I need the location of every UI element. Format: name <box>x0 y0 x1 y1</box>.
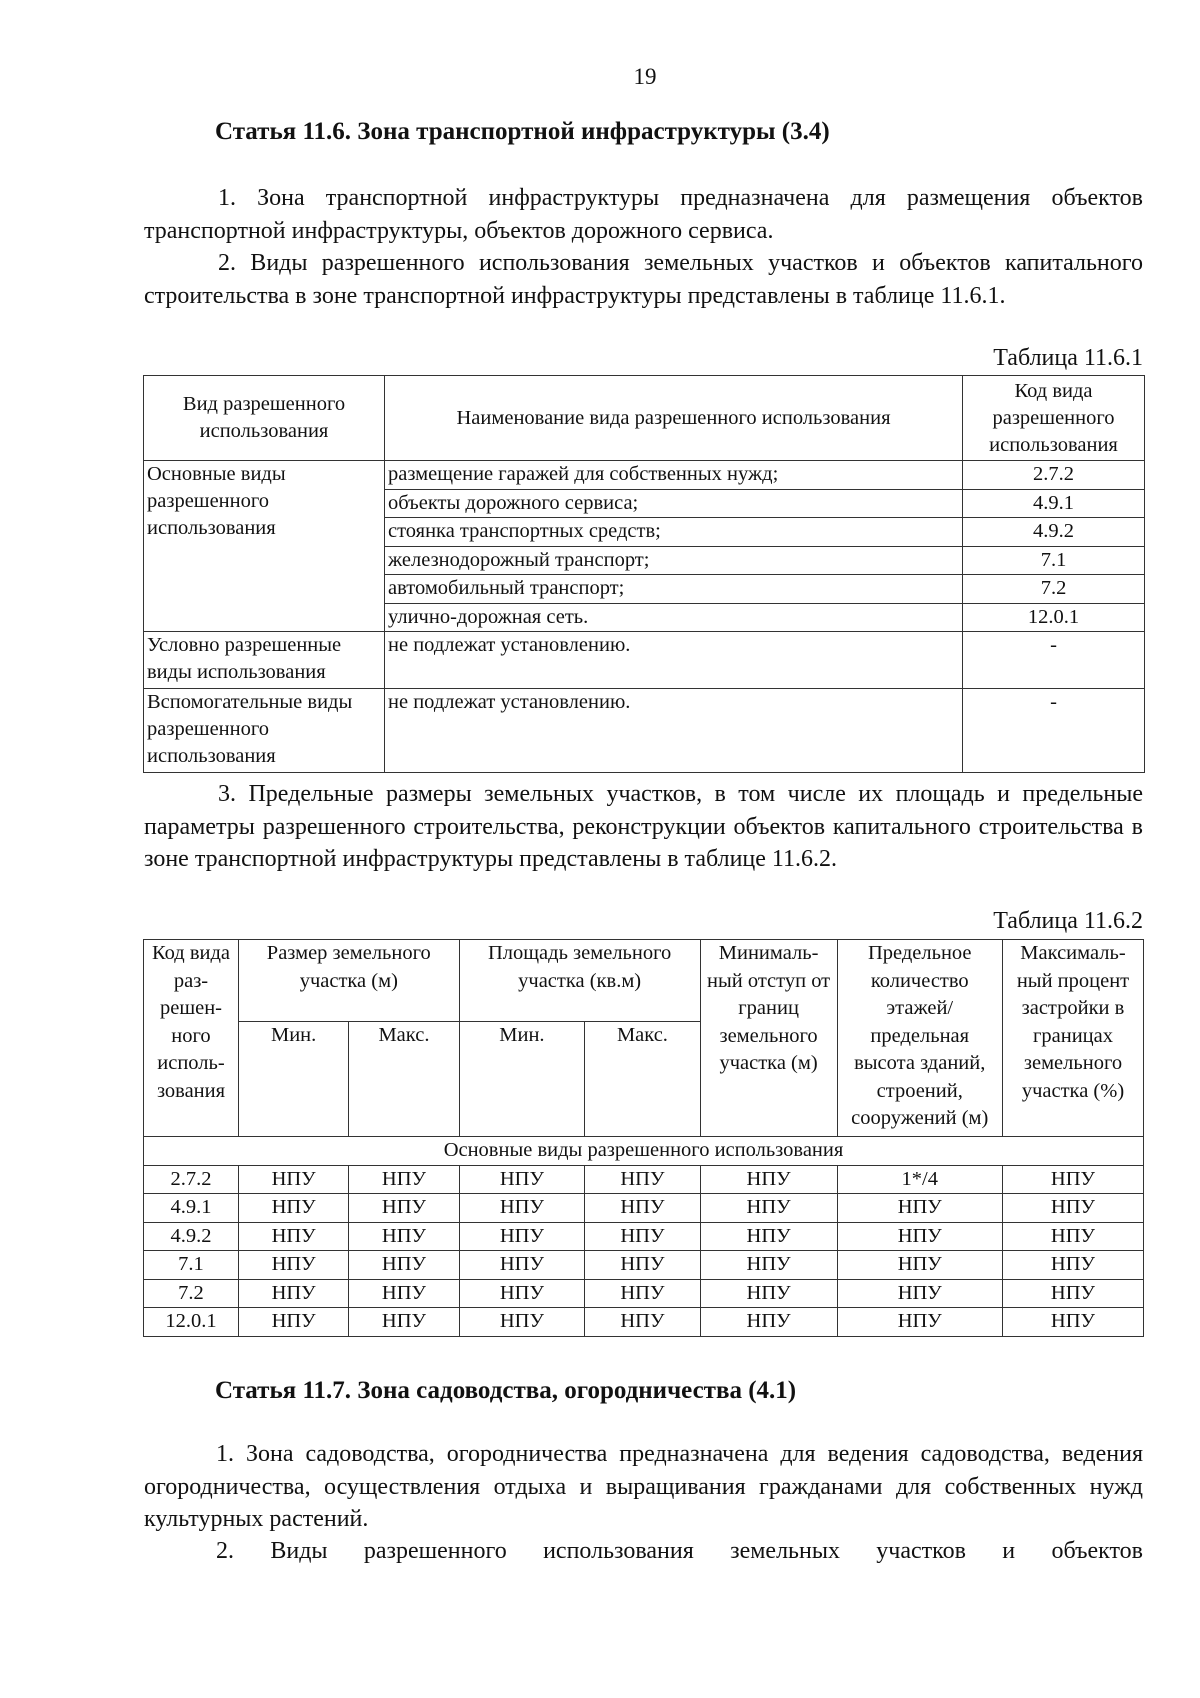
use-name: автомобильный транспорт; <box>385 575 963 604</box>
table-row <box>144 689 1145 773</box>
table-row <box>144 1165 1144 1194</box>
row-value: НПУ <box>238 1308 348 1337</box>
use-code: 12.0.1 <box>963 603 1145 632</box>
row-value: НПУ <box>585 1279 700 1308</box>
row-value: НПУ <box>700 1222 837 1251</box>
header-plot-area: Площадь земельного участка (кв.м) <box>459 940 700 1022</box>
row-value: НПУ <box>700 1308 837 1337</box>
table-caption-11-6-2: Таблица 11.6.2 <box>993 908 1143 934</box>
table-row <box>144 1251 1144 1280</box>
row-value: НПУ <box>1002 1222 1143 1251</box>
use-code: - <box>963 632 1145 689</box>
row-value: НПУ <box>700 1279 837 1308</box>
use-name: размещение гаражей для собственных нужд; <box>385 461 963 490</box>
row-value: НПУ <box>349 1251 459 1280</box>
row-value: НПУ <box>837 1251 1002 1280</box>
use-code: 7.1 <box>963 546 1145 575</box>
table-row <box>144 1279 1144 1308</box>
row-code: 4.9.2 <box>144 1222 239 1251</box>
row-value: НПУ <box>238 1165 348 1194</box>
row-value: НПУ <box>1002 1279 1143 1308</box>
table-row <box>144 632 1145 689</box>
header-size-min: Мин. <box>238 1022 348 1137</box>
use-name: железнодорожный транспорт; <box>385 546 963 575</box>
row-value: НПУ <box>349 1194 459 1223</box>
use-name: улично-дорожная сеть. <box>385 603 963 632</box>
category-auxiliary: Вспомогательные виды разрешенного использования <box>144 689 385 773</box>
use-code: 2.7.2 <box>963 461 1145 490</box>
header-use-name: Наименование вида разрешенного использования <box>385 376 963 461</box>
row-value: НПУ <box>585 1308 700 1337</box>
use-name: объекты дорожного сервиса; <box>385 489 963 518</box>
use-code: - <box>963 689 1145 773</box>
row-value: НПУ <box>238 1251 348 1280</box>
paragraph-11-6-3: 3. Предельные размеры земельных участков, в том числе их площадь и предельные параметры разрешенного строительства, реконструкции объектов капитального строительства в зоне транспортной инфраструктуры представлены в таблице 11.6.2. <box>144 781 1143 872</box>
row-value: НПУ <box>459 1279 585 1308</box>
row-value: НПУ <box>1002 1308 1143 1337</box>
table-row <box>144 1194 1144 1223</box>
table-header-row <box>144 940 1144 1022</box>
header-code: Код вида раз-решен-ного исполь-зования <box>144 940 239 1137</box>
category-conditional: Условно разрешенные виды использования <box>144 632 385 689</box>
permitted-use-table <box>143 375 1145 773</box>
header-size-max: Макс. <box>349 1022 459 1137</box>
row-value: НПУ <box>700 1251 837 1280</box>
row-value: НПУ <box>585 1194 700 1223</box>
row-value: НПУ <box>238 1194 348 1223</box>
row-value: НПУ <box>349 1308 459 1337</box>
use-name: не подлежат установлению. <box>385 689 963 773</box>
section-row <box>144 1137 1144 1166</box>
row-value: НПУ <box>1002 1165 1143 1194</box>
article-heading-11-6: Статья 11.6. Зона транспортной инфраструктуры (3.4) <box>215 118 830 145</box>
row-value: НПУ <box>585 1165 700 1194</box>
row-value: НПУ <box>349 1279 459 1308</box>
paragraph-11-7-1: 1. Зона садоводства, огородничества предназначена для ведения садоводства, ведения огородничества, осуществления отдыха и выращивания гражданами для собственных нужд культурных растений. <box>144 1441 1143 1532</box>
row-value: НПУ <box>700 1165 837 1194</box>
row-code: 7.2 <box>144 1279 239 1308</box>
parameters-body <box>144 1165 1144 1336</box>
row-value: НПУ <box>837 1222 1002 1251</box>
row-value: НПУ <box>459 1194 585 1223</box>
row-value: НПУ <box>459 1222 585 1251</box>
row-value: НПУ <box>459 1165 585 1194</box>
table-caption-11-6-1: Таблица 11.6.1 <box>993 345 1143 371</box>
header-max-floors: Предельное количество этажей/ предельная высота зданий, строений, сооружений (м) <box>837 940 1002 1137</box>
use-code: 4.9.2 <box>963 518 1145 547</box>
article-heading-11-7: Статья 11.7. Зона садоводства, огородничества (4.1) <box>215 1377 797 1404</box>
section-main-uses: Основные виды разрешенного использования <box>144 1137 1144 1166</box>
use-code: 4.9.1 <box>963 489 1145 518</box>
row-code: 12.0.1 <box>144 1308 239 1337</box>
row-value: НПУ <box>238 1279 348 1308</box>
row-code: 2.7.2 <box>144 1165 239 1194</box>
page-number: 19 <box>633 64 657 89</box>
paragraph-11-6-1: 1. Зона транспортной инфраструктуры предназначена для размещения объектов транспортной инфраструктуры, объектов дорожного сервиса. <box>144 185 1143 244</box>
use-code: 7.2 <box>963 575 1145 604</box>
row-value: НПУ <box>700 1194 837 1223</box>
header-use-type: Вид разрешенного использования <box>144 376 385 461</box>
table-header-row <box>144 376 1145 461</box>
row-value: НПУ <box>349 1222 459 1251</box>
row-code: 7.1 <box>144 1251 239 1280</box>
table-row <box>144 461 1145 490</box>
header-use-code: Код вида разрешенного использования <box>963 376 1145 461</box>
row-value: НПУ <box>1002 1194 1143 1223</box>
row-value: НПУ <box>837 1279 1002 1308</box>
header-area-max: Макс. <box>585 1022 700 1137</box>
header-min-indent: Минималь-ный отступ от границ земельного участка (м) <box>700 940 837 1137</box>
row-value: НПУ <box>459 1251 585 1280</box>
row-value: НПУ <box>585 1251 700 1280</box>
row-value: НПУ <box>585 1222 700 1251</box>
paragraph-11-7-2: 2. Виды разрешенного использования земельных участков и объектов <box>216 1538 1143 1564</box>
row-value: 1*/4 <box>837 1165 1002 1194</box>
use-name: стоянка транспортных средств; <box>385 518 963 547</box>
use-name: не подлежат установлению. <box>385 632 963 689</box>
row-value: НПУ <box>349 1165 459 1194</box>
category-main: Основные виды разрешенного использования <box>144 461 385 632</box>
header-max-percent: Максималь-ный процент застройки в границах земельного участка (%) <box>1002 940 1143 1137</box>
row-code: 4.9.1 <box>144 1194 239 1223</box>
row-value: НПУ <box>459 1308 585 1337</box>
header-area-min: Мин. <box>459 1022 585 1137</box>
row-value: НПУ <box>837 1194 1002 1223</box>
table-row <box>144 1308 1144 1337</box>
row-value: НПУ <box>238 1222 348 1251</box>
header-plot-size: Размер земельного участка (м) <box>238 940 459 1022</box>
row-value: НПУ <box>1002 1251 1143 1280</box>
table-row <box>144 1222 1144 1251</box>
row-value: НПУ <box>837 1308 1002 1337</box>
paragraph-11-6-2: 2. Виды разрешенного использования земельных участков и объектов капитального строительства в зоне транспортной инфраструктуры представлены в таблице 11.6.1. <box>144 250 1143 309</box>
parameters-table <box>143 939 1144 1337</box>
